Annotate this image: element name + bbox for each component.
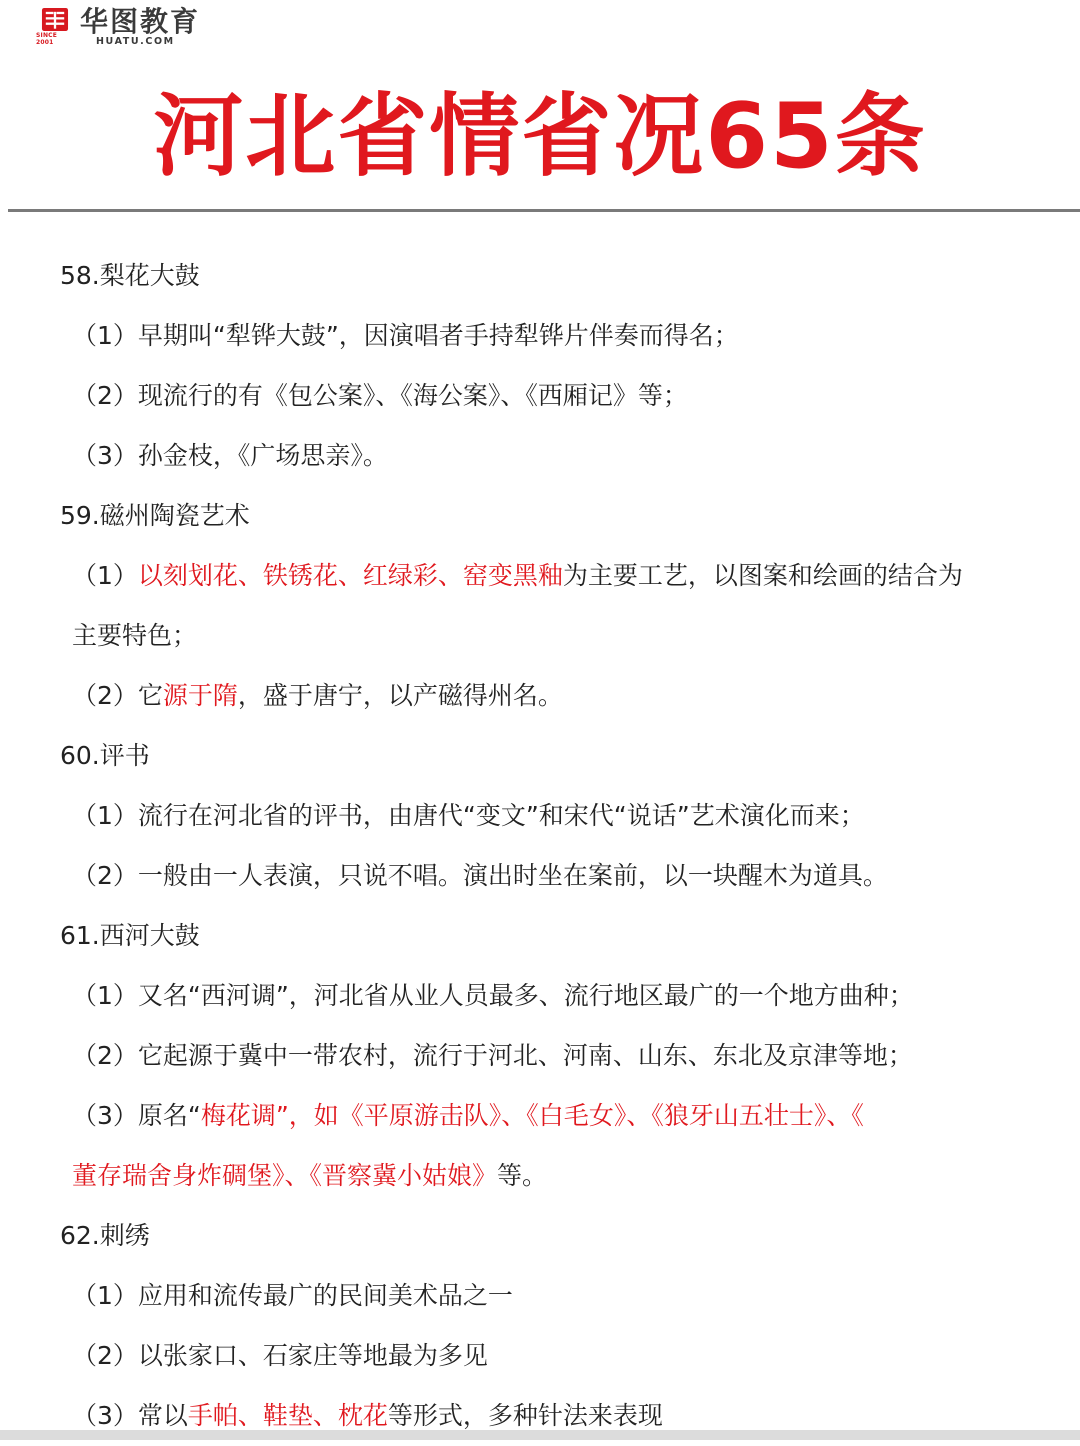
logo-brand-en: HUATU.COM [96,36,175,47]
section-heading: 61.西河大鼓 [60,921,200,950]
header [0,0,1080,215]
content-body [60,246,1000,1446]
body-text: （1）又名“西河调”，河北省从业人员最多、流行地区最广的一个地方曲种； [72,981,914,1010]
highlighted-text: 源于隋 [162,681,238,710]
page-title: 河北省情省况65条 [153,84,927,189]
body-text: 等。 [497,1161,548,1190]
body-text: 等形式，多种针法来表现 [387,1401,663,1430]
highlighted-text: 手帕、鞋垫、枕花 [187,1401,388,1430]
section-line [60,1026,1000,1086]
body-text: （1）应用和流传最广的民间美术品之一 [72,1281,513,1310]
section-line [60,366,1000,426]
section-line [60,786,1000,846]
body-text: （3）孙金枝，《广场思亲》。 [72,441,388,470]
body-text: ，盛于唐宁，以产磁得州名。 [237,681,563,710]
body-text: （3）常以 [72,1401,188,1430]
highlighted-text: 董存瑞舍身炸碉堡》、《晋察冀小姑娘》 [72,1161,498,1190]
logo-text [80,5,201,47]
highlighted-text: 梅花调”，如《平原游击队》、《白毛女》、《狼牙山五壮士》、《 [200,1101,864,1130]
section-line [60,666,1000,726]
huatu-logo-icon [36,8,74,46]
body-text: （1）流行在河北省的评书，由唐代“变文”和宋代“说话”艺术演化而来； [72,801,865,830]
bottom-edge [0,1430,1080,1440]
section-heading: 58.梨花大鼓 [60,261,200,290]
body-text: （2）一般由一人表演，只说不唱。演出时坐在案前，以一块醒木为道具。 [72,861,888,890]
section-line [60,546,1000,606]
section-line [60,1266,1000,1326]
section-heading: 60.评书 [60,741,150,770]
section-line [60,846,1000,906]
body-text: （3）原名“ [72,1101,201,1130]
body-text: 为主要工艺，以图案和绘画的结合为 [562,561,963,590]
section-heading: 62.刺绣 [60,1221,150,1250]
section-line [60,966,1000,1026]
section-line [60,606,1000,666]
body-text: （1） [72,561,138,590]
body-text: 主要特色； [72,621,198,650]
section-heading: 59.磁州陶瓷艺术 [60,501,250,530]
body-text: （2）它 [72,681,163,710]
title-divider [8,209,1080,212]
section-line [60,1326,1000,1386]
highlighted-text: 以刻划花、铁锈花、红绿彩、窑变黑釉 [137,561,563,590]
section-line [60,1146,1000,1206]
body-text: （1）早期叫“犁铧大鼓”，因演唱者手持犁铧片伴奏而得名； [72,321,739,350]
body-text: （2）以张家口、石家庄等地最为多见 [72,1341,488,1370]
body-text: （2）它起源于冀中一带农村，流行于河北、河南、山东、东北及京津等地； [72,1041,913,1070]
section-line [60,1086,1000,1146]
section-line [60,306,1000,366]
logo-brand-cn: 华图教育 [80,5,201,38]
section-line [60,426,1000,486]
body-text: （2）现流行的有《包公案》、《海公案》、《西厢记》等； [72,381,688,410]
brand-logo [36,5,201,47]
logo-since-text: SINCE 2001 [36,32,58,47]
